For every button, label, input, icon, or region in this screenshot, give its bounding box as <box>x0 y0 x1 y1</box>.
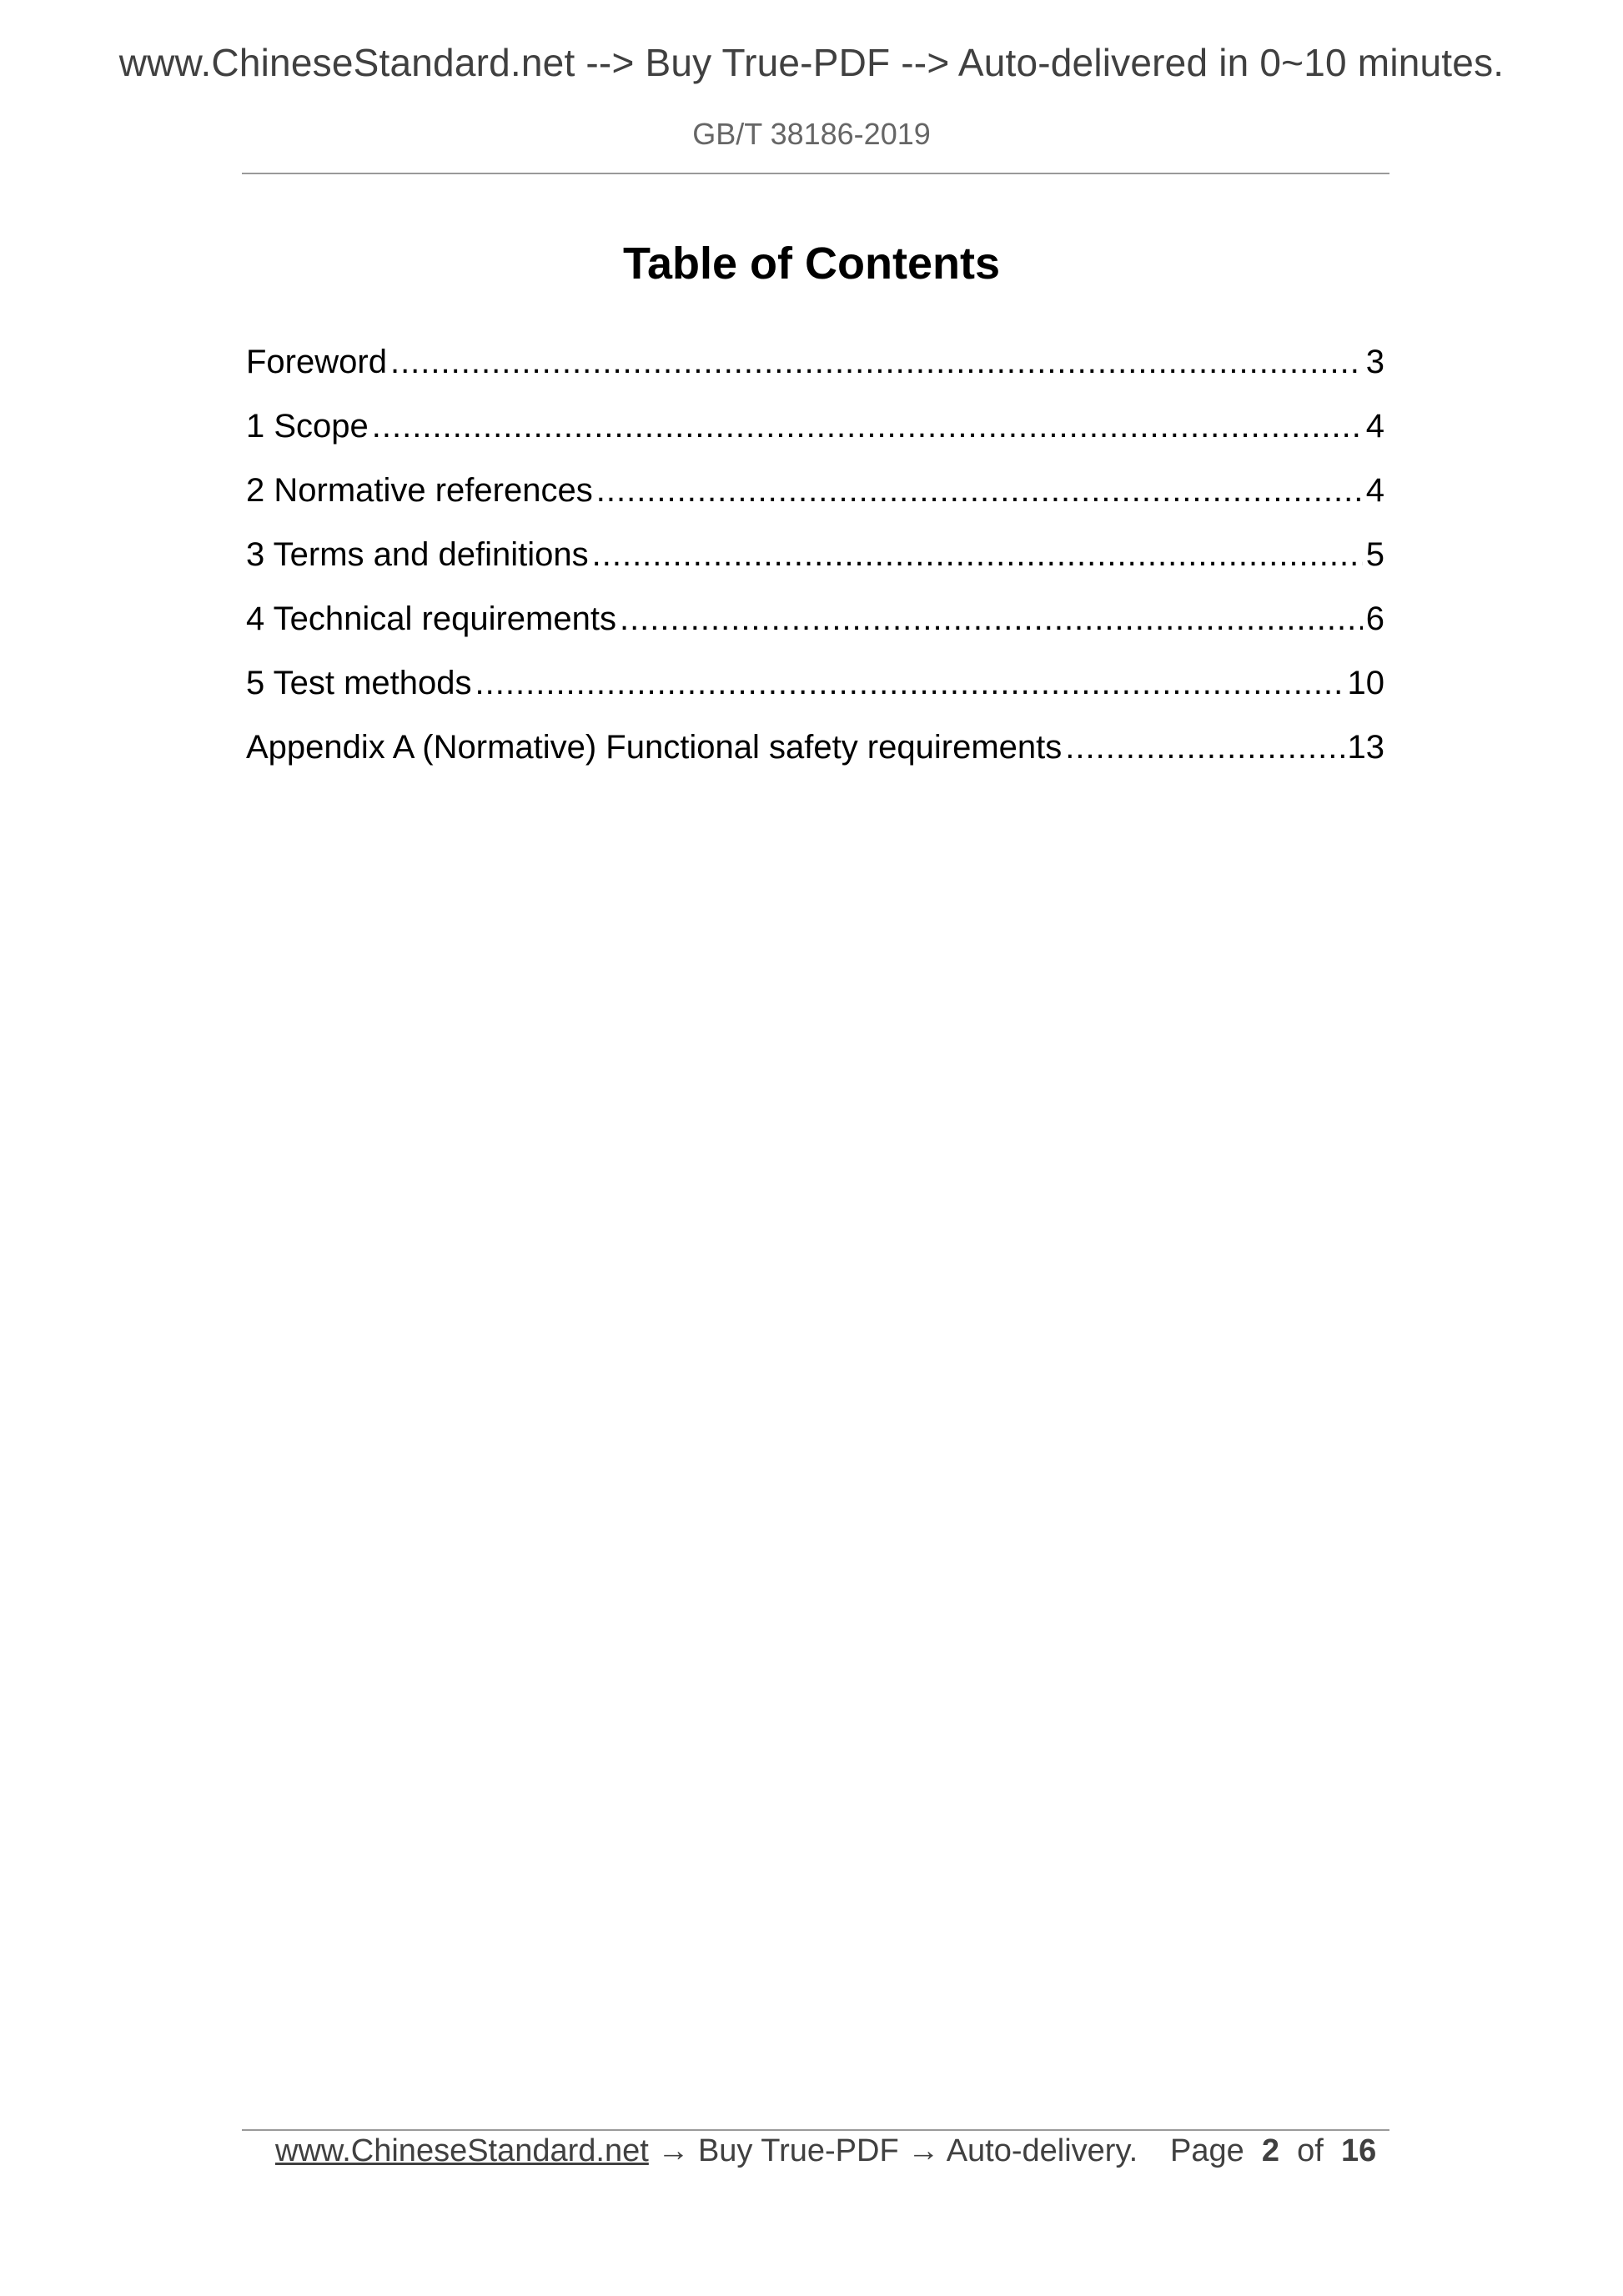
toc-entry-test-methods[interactable] <box>246 663 1384 727</box>
top-banner: www.ChineseStandard.net --> Buy True-PDF --> Auto-delivered in 0~10 minutes. <box>118 41 1505 84</box>
toc-entry-label: 2 Normative references <box>246 472 593 509</box>
page-indicator <box>1170 2133 1376 2169</box>
toc-entry-label: Appendix A (Normative) Functional safety requirements <box>246 729 1063 766</box>
toc-entry-appendix-a[interactable] <box>246 727 1384 791</box>
footer-divider <box>242 2129 1389 2131</box>
toc-dot-leader <box>372 406 1363 446</box>
page-word: Page <box>1170 2133 1244 2168</box>
toc-dot-leader <box>596 470 1363 510</box>
toc-entry-label: Foreword <box>246 344 387 380</box>
of-word: of <box>1297 2133 1324 2168</box>
toc-entry-normative-references[interactable] <box>246 470 1384 535</box>
toc-entry-page: 13 <box>1347 729 1384 766</box>
toc-entry-label: 1 Scope <box>246 408 369 445</box>
header-divider <box>242 173 1389 174</box>
toc-entry-label: 5 Test methods <box>246 665 472 701</box>
toc-entry-technical-requirements[interactable] <box>246 599 1384 663</box>
toc-dot-leader <box>390 342 1363 382</box>
toc-entry-page: 3 <box>1365 344 1384 380</box>
table-of-contents <box>246 342 1384 791</box>
toc-dot-leader <box>1065 727 1344 767</box>
footer-tagline: → Buy True-PDF → Auto-delivery. <box>648 2133 1138 2168</box>
toc-entry-scope[interactable] <box>246 406 1384 470</box>
toc-dot-leader <box>475 663 1344 703</box>
current-page-number: 2 <box>1261 2133 1280 2168</box>
toc-entry-label: 4 Technical requirements <box>246 600 616 637</box>
toc-entry-page: 5 <box>1365 536 1384 573</box>
total-pages-number: 16 <box>1340 2133 1377 2168</box>
toc-entry-page: 4 <box>1365 472 1384 509</box>
toc-entry-foreword[interactable] <box>246 342 1384 406</box>
toc-entry-page: 10 <box>1347 665 1384 701</box>
toc-entry-terms-and-definitions[interactable] <box>246 535 1384 599</box>
document-code: GB/T 38186-2019 <box>692 117 931 151</box>
footer-site-link[interactable]: www.ChineseStandard.net <box>275 2133 649 2168</box>
toc-dot-leader <box>592 535 1363 575</box>
page-footer <box>275 2133 1377 2169</box>
toc-title: Table of Contents <box>623 239 1000 289</box>
toc-dot-leader <box>620 599 1363 639</box>
toc-entry-page: 6 <box>1365 600 1384 637</box>
toc-entry-page: 4 <box>1365 408 1384 445</box>
toc-entry-label: 3 Terms and definitions <box>246 536 589 573</box>
